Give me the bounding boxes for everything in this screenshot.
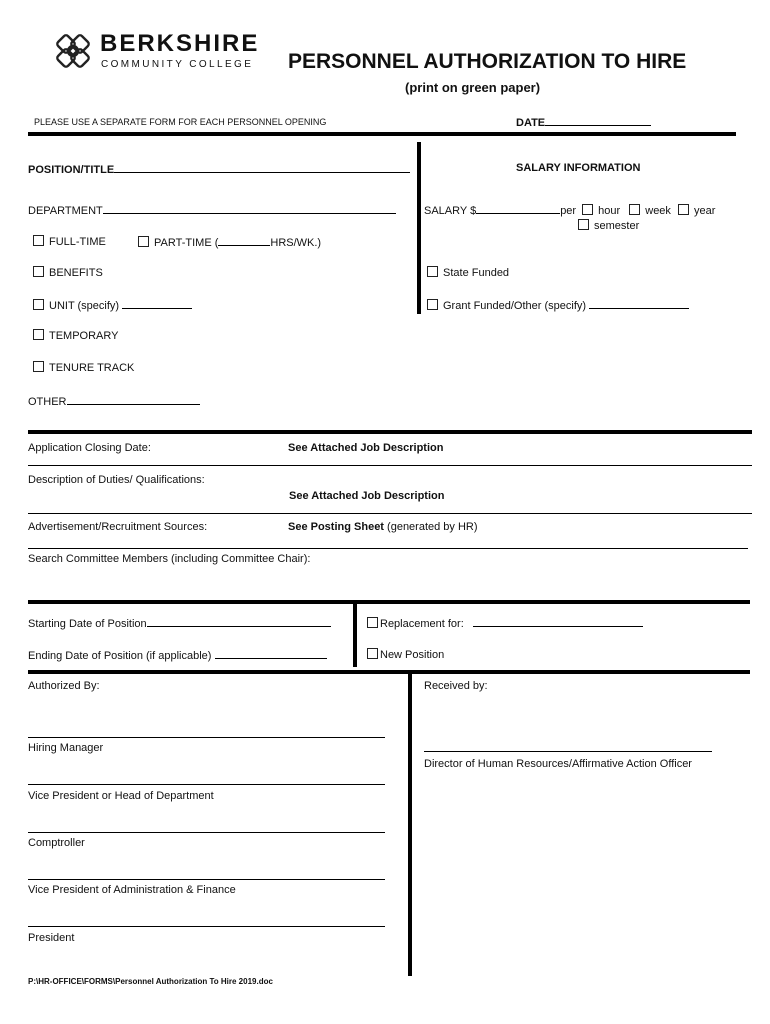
hiring-manager-label: Hiring Manager bbox=[28, 742, 104, 754]
vp-head-label: Vice President or Head of Department bbox=[28, 790, 214, 802]
section-divider bbox=[28, 600, 750, 604]
checkbox-icon[interactable] bbox=[629, 204, 640, 215]
temporary-option[interactable]: TEMPORARY bbox=[33, 329, 118, 342]
director-hr-label: Director of Human Resources/Affirmative Action Officer bbox=[424, 758, 692, 770]
advertisement-value: See Posting Sheet (generated by HR) bbox=[288, 521, 478, 533]
section-divider bbox=[28, 670, 750, 674]
checkbox-icon[interactable] bbox=[138, 236, 149, 247]
checkbox-icon[interactable] bbox=[578, 219, 589, 230]
full-time-option[interactable]: FULL-TIME bbox=[33, 235, 106, 248]
page-subtitle: (print on green paper) bbox=[405, 80, 541, 95]
comptroller-label: Comptroller bbox=[28, 837, 85, 849]
checkbox-icon[interactable] bbox=[367, 648, 378, 659]
row-divider bbox=[28, 548, 748, 549]
duties-value: See Attached Job Description bbox=[289, 490, 445, 502]
logo-subtitle: COMMUNITY COLLEGE bbox=[101, 59, 254, 70]
checkbox-icon[interactable] bbox=[427, 266, 438, 277]
director-hr-signature-line[interactable] bbox=[424, 751, 712, 752]
page-title: PERSONNEL AUTHORIZATION TO HIRE bbox=[288, 50, 687, 73]
file-path-footer: P:\HR-OFFICE\FORMS\Personnel Authorization To Hire 2019.doc bbox=[28, 977, 273, 986]
search-committee-label: Search Committee Members (including Committee Chair): bbox=[28, 553, 311, 565]
top-divider bbox=[28, 132, 736, 136]
hiring-manager-signature-line[interactable] bbox=[28, 737, 385, 738]
closing-date-value: See Attached Job Description bbox=[288, 442, 444, 454]
comptroller-signature-line[interactable] bbox=[28, 832, 385, 833]
president-signature-line[interactable] bbox=[28, 926, 385, 927]
checkbox-icon[interactable] bbox=[33, 329, 44, 340]
knot-logo-icon bbox=[50, 28, 96, 74]
row-divider bbox=[28, 465, 752, 466]
salary-field[interactable]: SALARY $ per hour week year bbox=[424, 205, 716, 217]
other-field[interactable]: OTHER bbox=[28, 394, 200, 408]
date-label: DATE bbox=[516, 115, 651, 129]
president-label: President bbox=[28, 932, 75, 944]
notice-text: PLEASE USE A SEPARATE FORM FOR EACH PERSONNEL OPENING bbox=[34, 117, 327, 127]
tenure-track-option[interactable]: TENURE TRACK bbox=[33, 361, 134, 374]
state-funded-option[interactable]: State Funded bbox=[427, 266, 509, 279]
duties-label: Description of Duties/ Qualifications: bbox=[28, 474, 205, 486]
semester-option[interactable]: semester bbox=[578, 219, 639, 232]
part-time-option[interactable]: PART-TIME ( HRS/WK.) bbox=[138, 235, 321, 249]
vp-admin-label: Vice President of Administration & Finance bbox=[28, 884, 236, 896]
vp-head-signature-line[interactable] bbox=[28, 784, 385, 785]
section-divider bbox=[28, 430, 752, 434]
checkbox-icon[interactable] bbox=[367, 617, 378, 628]
checkbox-icon[interactable] bbox=[33, 299, 44, 310]
checkbox-icon[interactable] bbox=[33, 266, 44, 277]
signature-divider bbox=[408, 673, 412, 976]
logo-name: BERKSHIRE bbox=[100, 30, 260, 57]
college-logo bbox=[50, 28, 260, 76]
row-divider bbox=[28, 513, 752, 514]
authorized-by-label: Authorized By: bbox=[28, 680, 100, 692]
advertisement-label: Advertisement/Recruitment Sources: bbox=[28, 521, 208, 533]
checkbox-icon[interactable] bbox=[678, 204, 689, 215]
salary-header: SALARY INFORMATION bbox=[516, 162, 641, 174]
received-by-label: Received by: bbox=[424, 680, 488, 692]
unit-option[interactable]: UNIT (specify) bbox=[33, 298, 192, 312]
checkbox-icon[interactable] bbox=[582, 204, 593, 215]
date-field[interactable] bbox=[545, 115, 651, 126]
checkbox-icon[interactable] bbox=[33, 361, 44, 372]
column-divider bbox=[417, 142, 421, 314]
dates-divider bbox=[353, 603, 357, 667]
replacement-field[interactable]: Replacement for: bbox=[367, 616, 643, 630]
vp-admin-signature-line[interactable] bbox=[28, 879, 385, 880]
position-title-field[interactable]: POSITION/TITLE bbox=[28, 162, 410, 176]
closing-date-label: Application Closing Date: bbox=[28, 442, 151, 454]
ending-date-field[interactable]: Ending Date of Position (if applicable) bbox=[28, 648, 327, 662]
starting-date-field[interactable]: Starting Date of Position bbox=[28, 616, 331, 630]
grant-funded-option[interactable]: Grant Funded/Other (specify) bbox=[427, 298, 689, 312]
checkbox-icon[interactable] bbox=[33, 235, 44, 246]
checkbox-icon[interactable] bbox=[427, 299, 438, 310]
benefits-option[interactable]: BENEFITS bbox=[33, 266, 103, 279]
department-field[interactable]: DEPARTMENT bbox=[28, 203, 396, 217]
new-position-option[interactable]: New Position bbox=[367, 648, 444, 661]
